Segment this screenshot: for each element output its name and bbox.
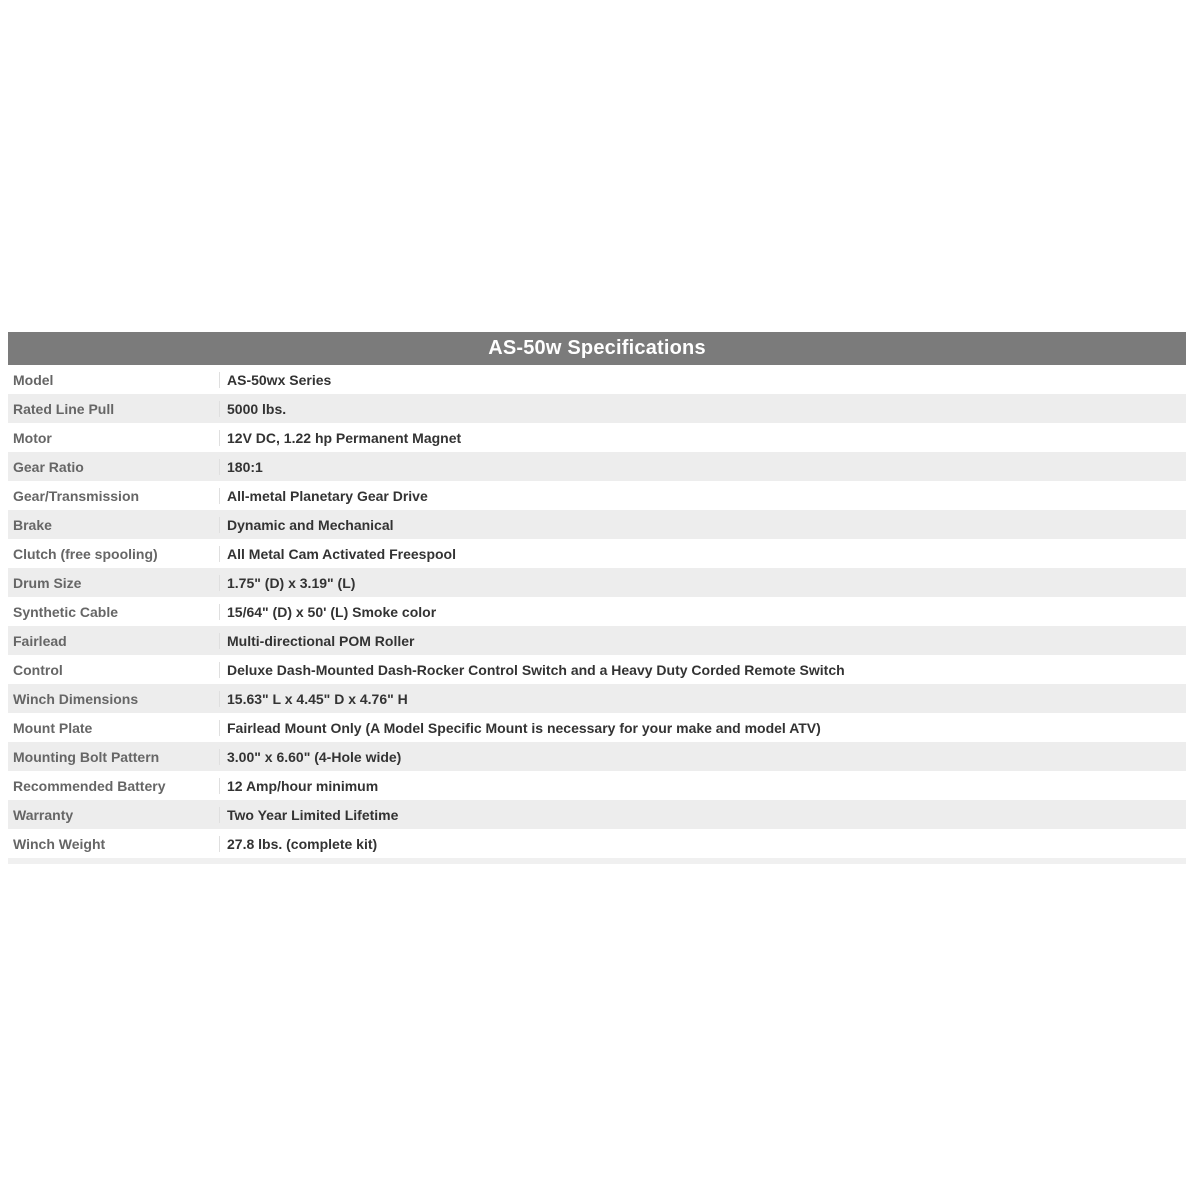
spec-value: 15/64" (D) x 50' (L) Smoke color — [227, 603, 437, 620]
table-row — [8, 829, 1186, 858]
spec-label: Gear/Transmission — [8, 488, 220, 504]
spec-value: 12V DC, 1.22 hp Permanent Magnet — [227, 429, 462, 446]
spec-value: 15.63" L x 4.45" D x 4.76" H — [227, 690, 408, 707]
spec-label: Winch Dimensions — [8, 691, 220, 707]
spec-value: 12 Amp/hour minimum — [227, 777, 379, 794]
table-row — [8, 655, 1186, 684]
spec-value: 180:1 — [227, 458, 263, 475]
spec-value: 1.75" (D) x 3.19" (L) — [227, 574, 356, 591]
spec-label: Gear Ratio — [8, 459, 220, 475]
table-row — [8, 742, 1186, 771]
spec-value: 3.00" x 6.60" (4-Hole wide) — [227, 748, 402, 765]
table-row — [8, 423, 1186, 452]
table-row — [8, 510, 1186, 539]
table-row — [8, 800, 1186, 829]
spec-value: Dynamic and Mechanical — [227, 516, 394, 533]
table-title: AS-50w Specifications — [8, 332, 1186, 365]
spec-label: Rated Line Pull — [8, 401, 220, 417]
table-row — [8, 597, 1186, 626]
spec-label: Clutch (free spooling) — [8, 546, 220, 562]
spec-value: 27.8 lbs. (complete kit) — [227, 835, 378, 852]
spec-label: Model — [8, 372, 220, 388]
spec-label: Mount Plate — [8, 720, 220, 736]
spec-value: Two Year Limited Lifetime — [227, 806, 399, 823]
spec-label: Motor — [8, 430, 220, 446]
spec-label: Control — [8, 662, 220, 678]
spec-label: Recommended Battery — [8, 778, 220, 794]
spec-label: Brake — [8, 517, 220, 533]
spec-label: Drum Size — [8, 575, 220, 591]
table-row — [8, 481, 1186, 510]
table-row — [8, 365, 1186, 394]
spec-label: Synthetic Cable — [8, 604, 220, 620]
table-row — [8, 568, 1186, 597]
spec-value: Fairlead Mount Only (A Model Specific Mount is necessary for your make and model ATV) — [227, 719, 821, 736]
table-row — [8, 394, 1186, 423]
spec-label: Warranty — [8, 807, 220, 823]
spec-label: Fairlead — [8, 633, 220, 649]
spec-value: Multi-directional POM Roller — [227, 632, 415, 649]
spec-value: AS-50wx Series — [227, 371, 332, 388]
table-bottom-strip — [8, 858, 1186, 864]
table-row — [8, 684, 1186, 713]
spec-table-body — [8, 365, 1186, 858]
table-row — [8, 626, 1186, 655]
table-row — [8, 539, 1186, 568]
table-row — [8, 713, 1186, 742]
specifications-table — [8, 332, 1186, 864]
spec-value: 5000 lbs. — [227, 400, 287, 417]
spec-label: Mounting Bolt Pattern — [8, 749, 220, 765]
spec-label: Winch Weight — [8, 836, 220, 852]
table-row — [8, 452, 1186, 481]
spec-value: Deluxe Dash-Mounted Dash-Rocker Control Switch and a Heavy Duty Corded Remote Switch — [227, 661, 845, 678]
spec-value: All Metal Cam Activated Freespool — [227, 545, 456, 562]
spec-value: All-metal Planetary Gear Drive — [227, 487, 428, 504]
table-row — [8, 771, 1186, 800]
